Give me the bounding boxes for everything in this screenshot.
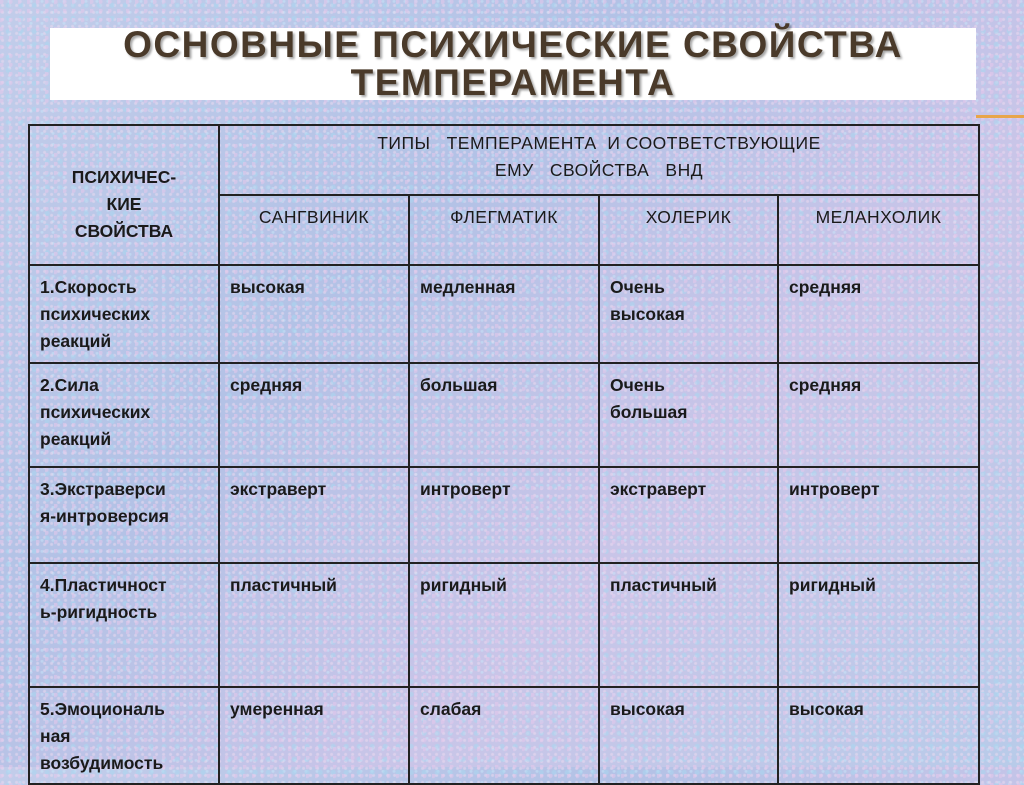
type-melancholic: МЕЛАНХОЛИК [778, 195, 979, 265]
row-label-line: ная [40, 726, 71, 746]
row-label-line: я-интроверсия [40, 506, 169, 526]
table-cell: ригидный [409, 563, 599, 687]
table-cell: высокая [778, 687, 979, 784]
accent-line [976, 115, 1024, 118]
table-cell: интроверт [409, 467, 599, 563]
table-cell: высокая [219, 265, 409, 363]
table-cell: Очень большая [599, 363, 778, 467]
page-title-line-2: ТЕМПЕРАМЕНТА [350, 62, 676, 103]
table-row [29, 467, 979, 563]
row-label-line: 1.Скорость [40, 277, 137, 297]
types-header [219, 125, 979, 195]
types-header-line: ТИПЫ ТЕМПЕРАМЕНТА И СООТВЕТСТВУЮЩИЕ [377, 133, 821, 153]
row-label [29, 563, 219, 687]
row-label-line: реакций [40, 331, 112, 351]
row-label-line: психических [40, 402, 151, 422]
properties-header-line: СВОЙСТВА [74, 220, 174, 241]
row-label-line: возбудимость [40, 753, 164, 773]
row-label [29, 687, 219, 784]
table-cell: большая [409, 363, 599, 467]
row-label-line: 3.Экстраверси [40, 479, 166, 499]
table-cell: пластичный [599, 563, 778, 687]
table-row [29, 363, 979, 467]
row-label [29, 265, 219, 363]
properties-header [29, 125, 219, 265]
table-cell: интроверт [778, 467, 979, 563]
title-box [50, 24, 976, 103]
row-label [29, 467, 219, 563]
table-cell: средняя [778, 363, 979, 467]
table-cell: ригидный [778, 563, 979, 687]
row-label [29, 363, 219, 467]
properties-header-line: КИЕ [106, 193, 142, 214]
table-cell: Очень высокая [599, 265, 778, 363]
page-title-line-1: ОСНОВНЫЕ ПСИХИЧЕСКИЕ СВОЙСТВА [123, 24, 903, 65]
row-label-line: 5.Эмоциональ [40, 699, 165, 719]
table-cell: средняя [778, 265, 979, 363]
table-cell: высокая [599, 687, 778, 784]
table-row [29, 687, 979, 784]
row-label-line: ь-ригидность [40, 602, 158, 622]
table-cell: экстраверт [219, 467, 409, 563]
table-row [29, 563, 979, 687]
table-cell: слабая [409, 687, 599, 784]
row-label-line: реакций [40, 429, 112, 449]
type-sanguine: САНГВИНИК [219, 195, 409, 265]
table-cell: средняя [219, 363, 409, 467]
table-row [29, 265, 979, 363]
type-phlegmatic: ФЛЕГМАТИК [409, 195, 599, 265]
temperament-table [28, 124, 980, 785]
table-cell: умеренная [219, 687, 409, 784]
row-label-line: 2.Сила [40, 375, 99, 395]
row-label-line: психических [40, 304, 151, 324]
row-label-line: 4.Пластичност [40, 575, 167, 595]
table-cell: пластичный [219, 563, 409, 687]
properties-header-line: ПСИХИЧЕС- [71, 166, 177, 187]
table-cell: экстраверт [599, 467, 778, 563]
table-cell: медленная [409, 265, 599, 363]
types-header-line: ЕМУ СВОЙСТВА ВНД [494, 160, 704, 180]
type-choleric: ХОЛЕРИК [599, 195, 778, 265]
